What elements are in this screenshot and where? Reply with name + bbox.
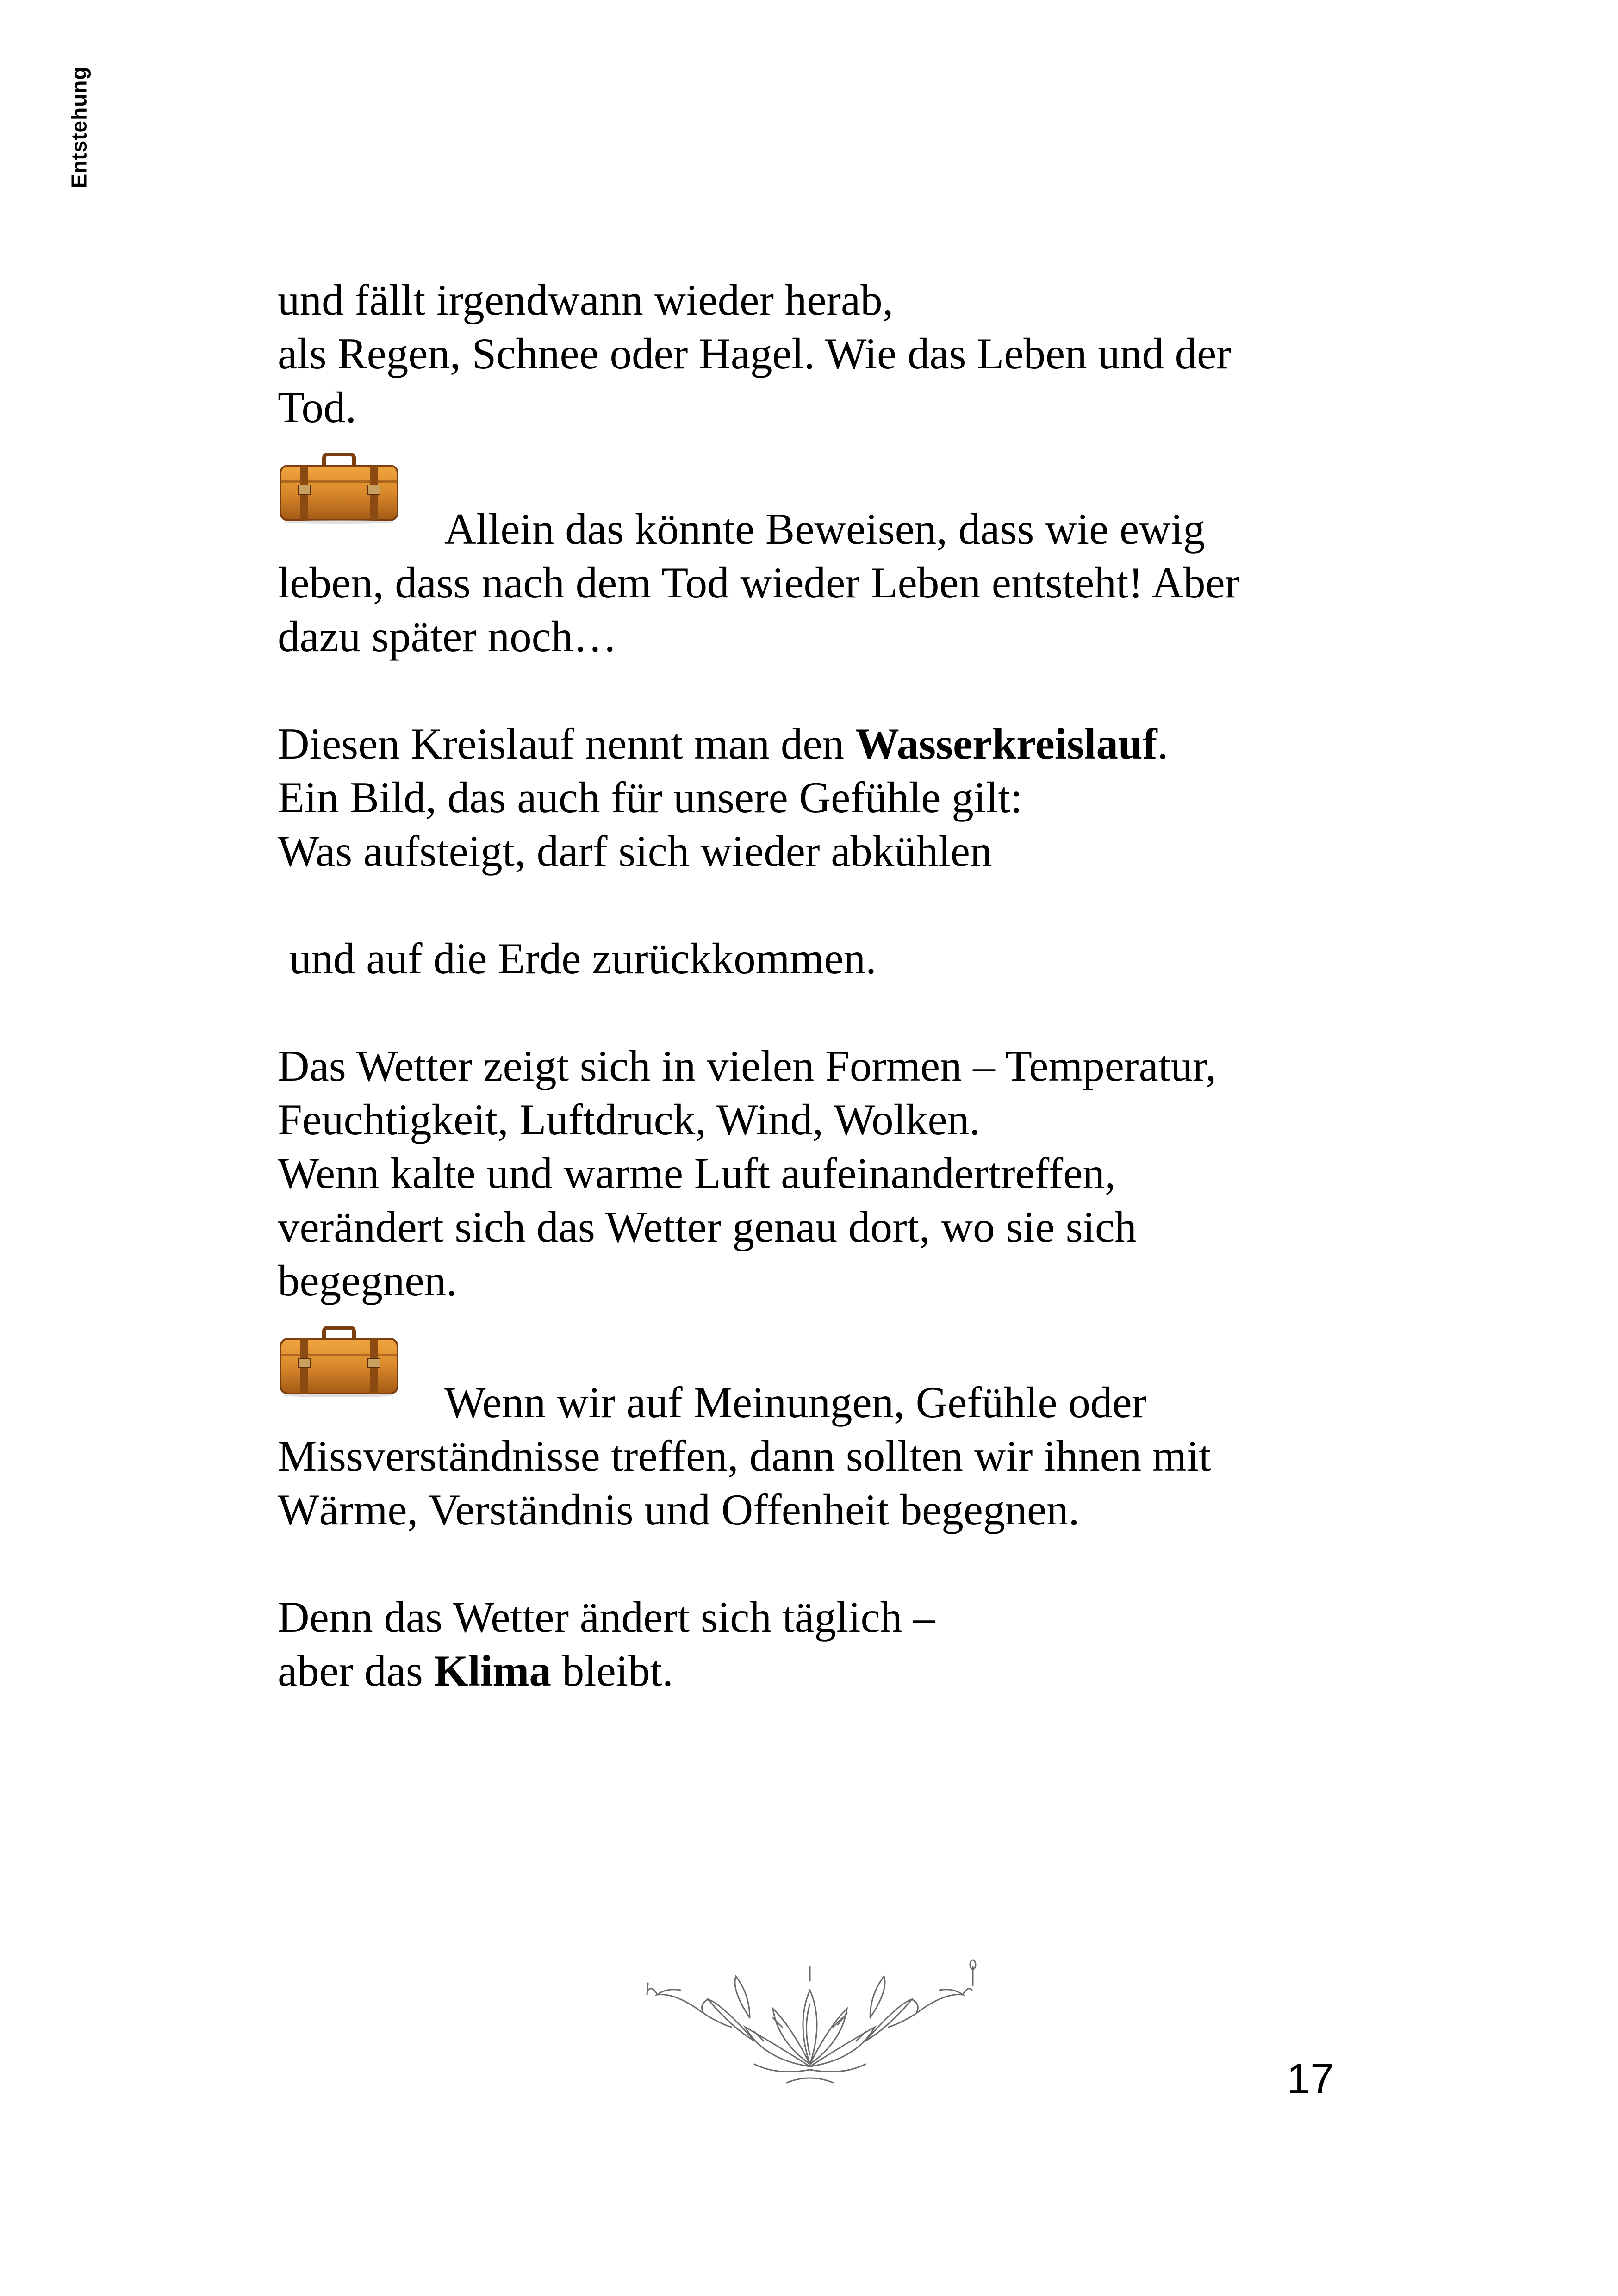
suitcase-icon: [278, 453, 400, 524]
suitcase-paragraph-1: [278, 453, 1365, 556]
section-title: Entstehung: [67, 66, 91, 188]
keyword-wasserkreislauf: Wasserkreislauf: [855, 719, 1157, 768]
text-line: Ein Bild, das auch für unsere Gefühle gilt:: [278, 773, 1023, 822]
text-fragment: Diesen Kreislauf nennt man den: [278, 719, 855, 768]
text-line: [278, 717, 1365, 771]
suitcase-paragraph-2: [278, 1326, 1365, 1429]
text-line: [278, 1644, 1365, 1698]
text-line: verändert sich das Wetter genau dort, wo sie sich: [278, 1202, 1137, 1251]
text-line: Denn das Wetter ändert sich täglich –: [278, 1593, 935, 1642]
lotus-ornament-icon: [639, 1948, 981, 2087]
text-line: leben, dass nach dem Tod wieder Leben entsteht! Aber: [278, 558, 1240, 607]
text-line: Wenn kalte und warme Luft aufeinandertreffen,: [278, 1149, 1116, 1198]
text-line: Das Wetter zeigt sich in vielen Formen – Temperatur,: [278, 1041, 1217, 1090]
text-line: Wärme, Verständnis und Offenheit begegnen.: [278, 1485, 1080, 1534]
page-number: 17: [1287, 2055, 1334, 2103]
text-line: Wenn wir auf Meinungen, Gefühle oder: [444, 1378, 1147, 1427]
suitcase-icon: [278, 1326, 400, 1398]
text-line: dazu später noch…: [278, 612, 617, 661]
text-fragment: .: [1157, 719, 1169, 768]
text-line: und auf die Erde zurückkommen.: [289, 934, 877, 983]
text-line: als Regen, Schnee oder Hagel. Wie das Leben und der: [278, 329, 1231, 378]
text-line: begegnen.: [278, 1256, 457, 1305]
text-line: Tod.: [278, 383, 357, 432]
section-header: [65, 51, 93, 204]
text-line: Allein das könnte Beweisen, dass wie ewig: [444, 504, 1205, 554]
text-line: Was aufsteigt, darf sich wieder abkühlen: [278, 827, 992, 876]
text-line: Feuchtigkeit, Luftdruck, Wind, Wolken.: [278, 1095, 980, 1144]
text-line: und fällt irgendwann wieder herab,: [278, 275, 894, 324]
keyword-klima: Klima: [434, 1646, 551, 1695]
text-fragment: aber das: [278, 1646, 434, 1695]
text-line: Missverständnisse treffen, dann sollten wir ihnen mit: [278, 1431, 1211, 1481]
text-fragment: bleibt.: [551, 1646, 673, 1695]
page-body: [278, 273, 1365, 1698]
